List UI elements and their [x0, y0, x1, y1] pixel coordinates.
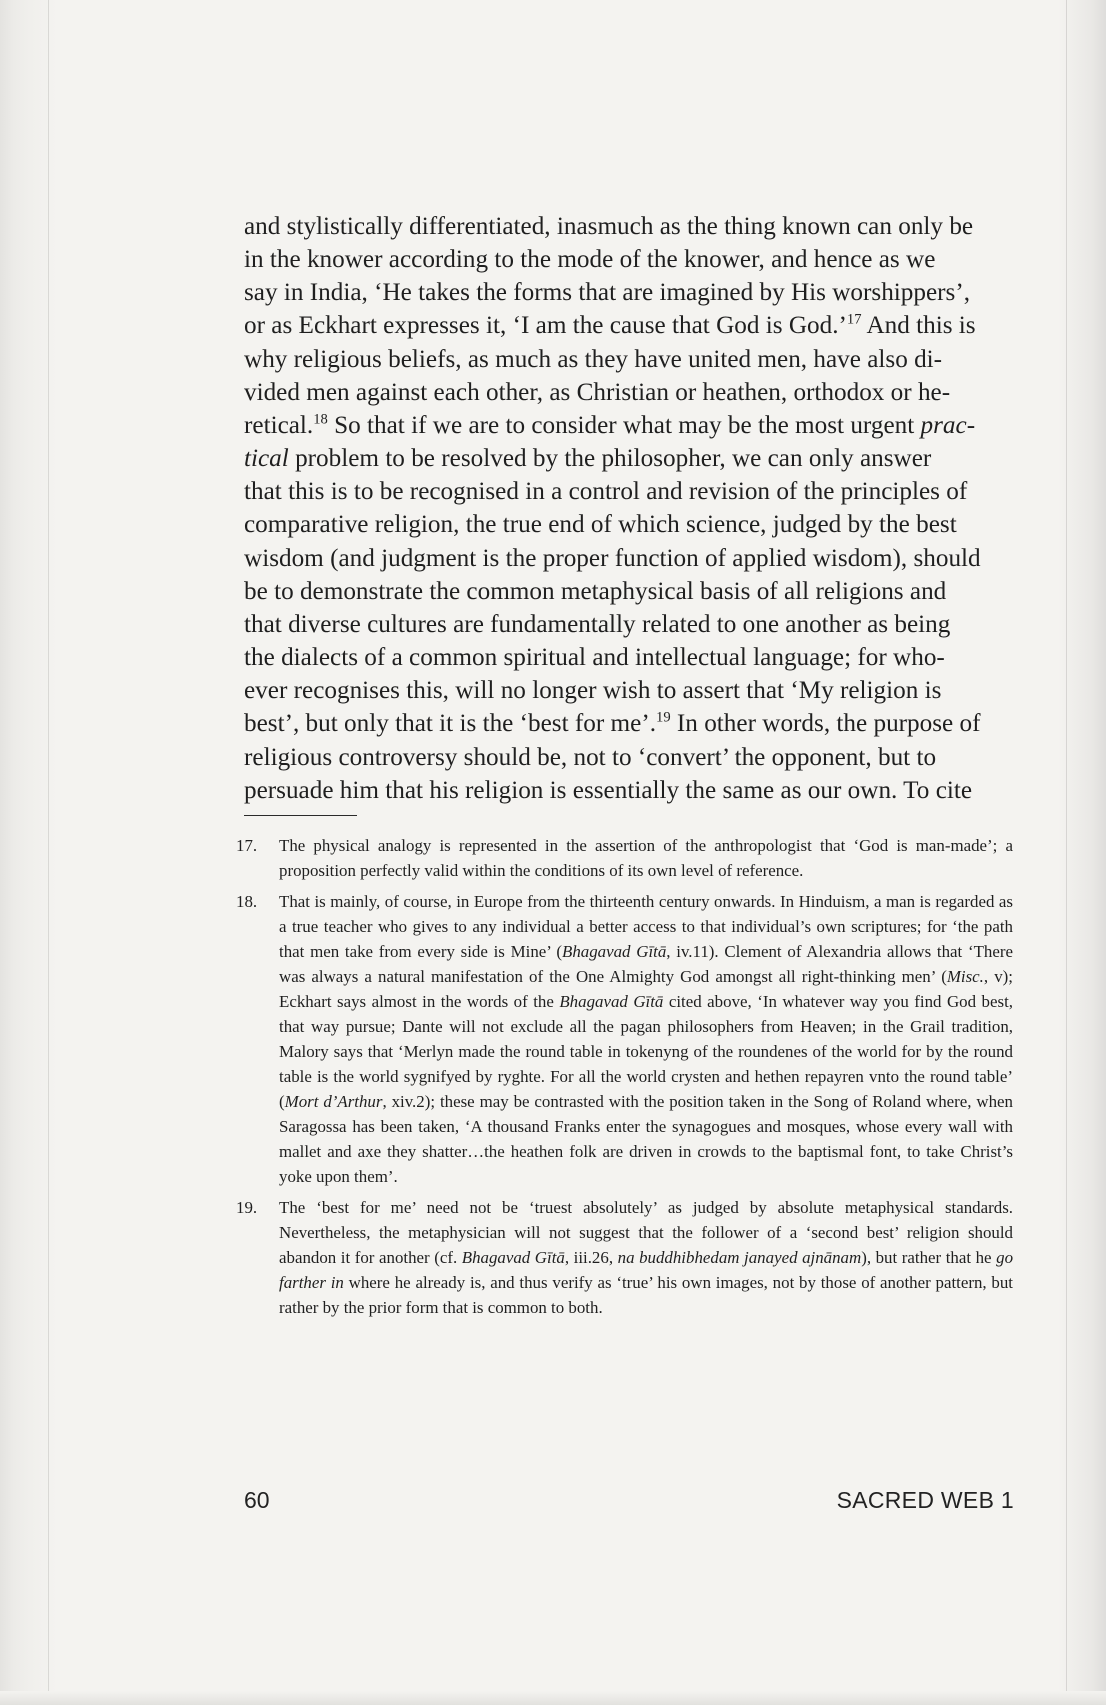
- scan-page-edge-left: [0, 0, 58, 1705]
- body-line: why religious beliefs, as much as they have united men, have also di-: [244, 345, 943, 373]
- footnote-text: The physical analogy is represented in the assertion of the anthropologist that ‘God is man-made’; a proposition perfectly valid within the conditions of its own level of reference.: [279, 836, 1013, 880]
- page-footer: [244, 1487, 1014, 1523]
- body-line: best’, but only that it is the ‘best for me’.: [244, 710, 657, 738]
- body-line: So that if we are to consider what may be the most urgent: [327, 411, 921, 439]
- footnote-17: [236, 833, 1013, 883]
- footnote-italic: Bhagavad Gītā: [559, 992, 664, 1011]
- footnote-19: [236, 1195, 1013, 1320]
- footnote-ref-19: 19: [656, 709, 671, 726]
- body-paragraph: [244, 210, 1014, 807]
- body-line: And this is: [861, 312, 976, 340]
- body-line: and stylistically differentiated, inasmuch as the thing known can only be: [244, 213, 974, 240]
- body-italic: prac-: [920, 411, 976, 439]
- body-italic: tical: [244, 445, 289, 473]
- body-line: retical.: [244, 411, 314, 439]
- footnote-text: where he already is, and thus verify as ‘true’ his own images, not by those of another pattern, but rather by the prior form that is common to both.: [279, 1273, 1014, 1317]
- footnote-18: [236, 889, 1013, 1189]
- body-line: that this is to be recognised in a control and revision of the principles of: [244, 478, 968, 506]
- footnote-text: , iv.11). Clement of Alexandria allows that ‘There was always a natural manifestation of the One Almighty God amongst all right-thinking men’ (: [279, 942, 1013, 986]
- footnote-text: , xiv.2); these may be contrasted with the position taken in the Song of Roland where, when Saragossa has been taken, ‘A thousand Franks enter the synagogues and mosques, whose every wall with mallet and axe they shatter…the heathen folk are driven in crowds to the baptismal font, to take Christ’s yoke upon them’.: [279, 1092, 1013, 1186]
- footnote-italic: Misc.: [946, 967, 984, 986]
- body-line: be to demonstrate the common metaphysical basis of all religions and: [244, 577, 947, 605]
- footnote-text: The ‘best for me’ need not be ‘truest absolutely’ as judged by absolute metaphysical standards. Nevertheless, the metaphysician will not suggest that the follower of a ‘second best’ religion should abandon it for another (cf.: [279, 1198, 1013, 1267]
- body-line: wisdom (and judgment is the proper function of applied wisdom), should: [244, 544, 981, 572]
- body-line: persuade him that his religion is essentially the same as our own. To cite: [244, 776, 973, 804]
- scan-page-edge-bottom: [0, 1691, 1106, 1705]
- footnote-italic: Bhagavad Gītā: [461, 1248, 565, 1267]
- footnote-separator-rule: [244, 815, 357, 816]
- footnote-italic: na buddhibhedam janayed ajnānam: [617, 1248, 862, 1267]
- footnote-italic: go: [996, 1248, 1014, 1267]
- footnote-italic: Bhagavad Gītā: [562, 942, 667, 961]
- footnote-text: ), but rather that he: [861, 1248, 997, 1267]
- footnote-ref-18: 18: [313, 411, 328, 428]
- page-number: 60: [244, 1487, 270, 1513]
- main-text-block: [244, 210, 1014, 807]
- body-line: ever recognises this, will no longer wish to assert that ‘My religion is: [244, 677, 942, 705]
- body-line: problem to be resolved by the philosopher, we can only answer: [288, 445, 932, 473]
- body-line: in the knower according to the mode of the knower, and hence as we: [244, 246, 936, 274]
- footnote-text: cited above, ‘In whatever way you find God best, that way pursue; Dante will not exclude all the pagan philosophers from Heaven; in the Grail tradition, Malory says that ‘Merlyn made the round table in tokenyng of the roundenes of the world for by the round table is the world sygnifyed by ryghte. For all the world crysten and hethen repayren vnto the round table’ (: [279, 992, 1013, 1111]
- footnote-number: 17.: [236, 836, 258, 855]
- body-line: the dialects of a common spiritual and intellectual language; for who-: [244, 644, 945, 672]
- running-footer-title: SACRED WEB 1: [836, 1487, 1014, 1513]
- body-line: say in India, ‘He takes the forms that are imagined by His worshippers’,: [244, 279, 971, 307]
- body-line: In other words, the purpose of: [670, 710, 981, 738]
- scan-page-edge-right: [1058, 0, 1106, 1705]
- body-line: comparative religion, the true end of which science, judged by the best: [244, 511, 957, 539]
- footnote-text: , iii.26,: [564, 1248, 618, 1267]
- footnotes-section: [236, 833, 1013, 1326]
- footnote-ref-17: 17: [846, 312, 862, 329]
- body-line: vided men against each other, as Christian or heathen, orthodox or he-: [244, 378, 951, 406]
- footnote-text: That is mainly, of course, in Europe from the thirteenth century onwards. In Hinduism, a man is regarded as a true teacher who gives to any individual a better access to that individual’s own scriptures; for ‘the path that men take from every side is Mine’ (: [279, 892, 1013, 961]
- body-line: that diverse cultures are fundamentally related to one another as being: [244, 610, 951, 638]
- footnote-italic: farther in: [279, 1273, 344, 1292]
- body-line: religious controversy should be, not to ‘convert’ the opponent, but to: [244, 743, 937, 771]
- footnote-number: 19.: [236, 1198, 258, 1217]
- footnote-number: 18.: [236, 892, 258, 911]
- footnote-text: , v); Eckhart says almost in the words of the: [279, 967, 1014, 1011]
- footnote-italic: Mort d’Arthur: [284, 1092, 383, 1111]
- body-line: or as Eckhart expresses it, ‘I am the cause that God is God.’: [244, 312, 847, 340]
